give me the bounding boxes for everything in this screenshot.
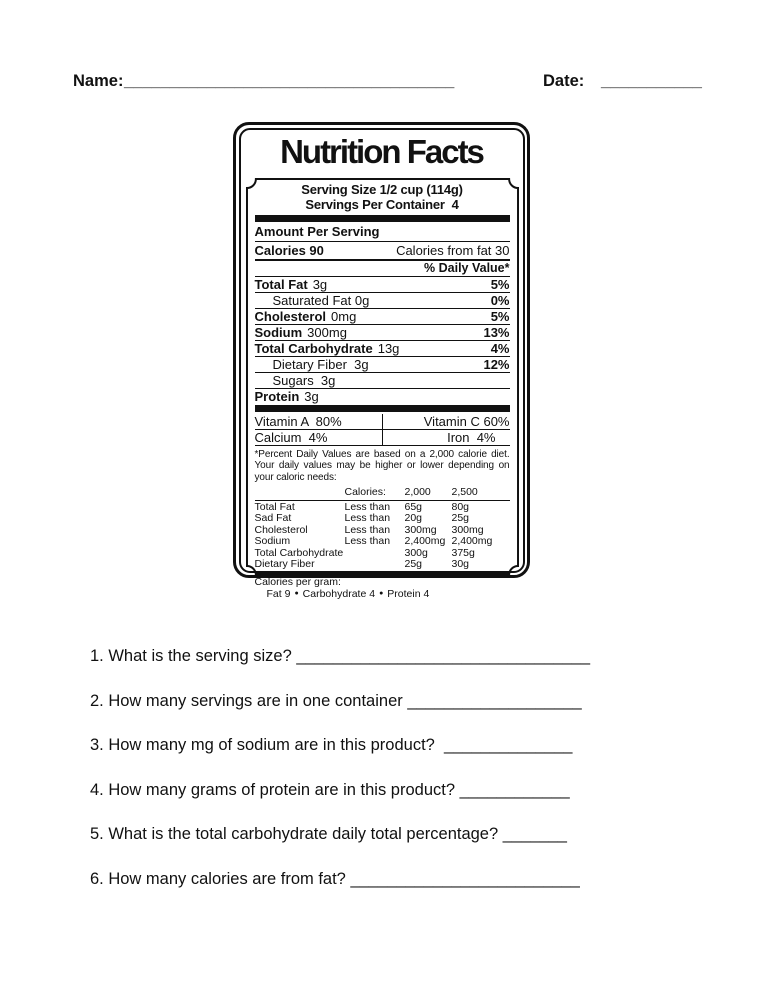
question-item: [90, 691, 710, 712]
reference-table-cell: 65g: [404, 500, 423, 513]
nutrient-name: [255, 310, 357, 324]
reference-table-cell: 300mg: [404, 523, 437, 536]
nutrient-row: [255, 277, 510, 293]
reference-table-cell: 375g: [451, 546, 475, 559]
nutrient-row: [255, 325, 510, 341]
answer-blank: ___________________: [407, 691, 582, 710]
question-text: 1. What is the serving size?: [90, 647, 297, 665]
reference-table-cell: Less than: [344, 535, 391, 547]
reference-table-row: [255, 559, 510, 571]
answer-blank: ____________: [459, 780, 570, 799]
reference-table-cell: 20g: [404, 512, 423, 524]
date-label: Date:: [543, 72, 585, 90]
nutrient-row: [255, 389, 510, 404]
nutrient-rows: [255, 277, 510, 404]
reference-table-cell: Dietary Fiber: [254, 558, 315, 570]
calories-per-gram-item: Fat 9: [266, 587, 291, 600]
question-item: [90, 869, 710, 890]
calories-per-gram-block: [255, 573, 510, 600]
reference-table-cell: 25g: [404, 558, 423, 570]
worksheet-header: [0, 72, 768, 98]
vitamin-right-cell: Iron 4%: [382, 430, 510, 445]
vitamin-left-cell: Calcium 4%: [254, 429, 328, 445]
answer-blank: _______: [502, 825, 567, 843]
reference-table-row: [255, 513, 510, 525]
calories-row: [255, 242, 510, 261]
nutrient-daily-percent: 0%: [490, 292, 510, 308]
reference-table-cell: 2,400mg: [404, 535, 446, 547]
calories-per-gram-item: Carbohydrate 4: [302, 587, 376, 600]
reference-table-cell: 80g: [451, 500, 470, 513]
reference-table-cell: 2,400mg: [451, 535, 493, 547]
reference-table-cell: Cholesterol: [254, 523, 308, 536]
nutrient-name: [255, 278, 328, 292]
answer-blank: ________________________________: [296, 647, 590, 665]
answer-blank: _________________________: [350, 869, 580, 888]
daily-values-reference-table: [255, 487, 510, 571]
name-label: Name:: [73, 72, 124, 90]
question-text: 6. How many calories are from fat?: [90, 869, 351, 888]
nutrient-row: [255, 309, 510, 325]
vitamin-row: [255, 414, 510, 430]
reference-table-header-cell: 2,500: [451, 486, 478, 498]
calories-per-gram-values: [255, 588, 510, 600]
reference-table-cell: Sad Fat: [254, 512, 292, 524]
calories-per-gram-label: Calories per gram:: [254, 575, 341, 588]
reference-table-cell: Less than: [344, 500, 391, 513]
nutrition-label-panel: [246, 178, 519, 600]
question-item: [90, 735, 710, 756]
nutrient-daily-percent: 12%: [483, 356, 510, 372]
calories-value: Calories 90: [254, 242, 324, 258]
bullet-separator-icon: ●: [379, 589, 384, 597]
nutrient-daily-percent: 5%: [490, 308, 510, 324]
reference-table-row: [255, 536, 510, 548]
nutrient-name: [255, 390, 319, 404]
nutrient-amount: Dietary Fiber 3g: [272, 356, 369, 372]
reference-table-cell: Sodium: [254, 535, 291, 547]
nutrient-daily-percent: 13%: [483, 324, 510, 340]
vitamin-row: [255, 430, 510, 446]
nutrient-amount: 3g: [312, 276, 328, 292]
reference-table-cell: Less than: [344, 523, 391, 536]
question-item: [90, 780, 710, 801]
nutrient-name-bold: Total Fat: [254, 276, 308, 292]
nutrient-amount: 3g: [304, 388, 319, 404]
nutrient-name: [273, 358, 369, 372]
reference-table-cell: [345, 548, 405, 560]
nutrition-label-inner-frame: [239, 128, 525, 600]
panel-content: [254, 181, 510, 600]
reference-table-cell: 300mg: [451, 523, 484, 536]
nutrient-amount: Sugars 3g: [272, 372, 336, 388]
reference-table-cell: Total Carbohydrate: [254, 546, 344, 559]
reference-table-header-row: [255, 487, 510, 501]
nutrient-amount: Saturated Fat 0g: [272, 292, 370, 308]
question-list: [90, 646, 710, 913]
reference-table-header-cell: Calories:: [344, 486, 386, 498]
thick-separator-bar: [255, 405, 510, 412]
daily-value-heading: % Daily Value*: [255, 261, 510, 277]
nutrient-daily-percent: 4%: [490, 340, 510, 356]
vitamin-right-cell: Vitamin C 60%: [382, 414, 510, 429]
reference-table-cell: Total Fat: [254, 500, 295, 513]
nutrient-name: [273, 374, 336, 388]
amount-per-serving-heading: Amount Per Serving: [255, 224, 510, 242]
name-answer-blank: ____________________________________: [124, 72, 455, 90]
bullet-separator-icon: ●: [294, 589, 299, 597]
nutrient-row: [255, 357, 510, 373]
nutrient-name: [255, 342, 400, 356]
nutrient-amount: 13g: [377, 340, 400, 356]
nutrient-amount: 300mg: [307, 324, 347, 340]
thick-separator-bar: [255, 215, 510, 222]
nutrient-name-bold: Total Carbohydrate: [254, 340, 373, 356]
nutrient-row: [255, 341, 510, 357]
reference-table-header-cell: 2,000: [404, 486, 431, 498]
question-item: [90, 824, 710, 845]
nutrient-name-bold: Protein: [254, 388, 300, 404]
nutrient-daily-percent: 5%: [490, 276, 510, 292]
reference-table-cell: 300g: [404, 546, 428, 559]
reference-table-cell: Less than: [344, 512, 391, 524]
question-text: 3. How many mg of sodium are in this product?: [90, 736, 440, 754]
question-item: [90, 646, 710, 667]
reference-table-header-cell: [255, 487, 345, 499]
nutrient-row: [255, 293, 510, 309]
answer-blank: ______________: [439, 736, 573, 754]
date-answer-blank: ___________: [601, 72, 702, 90]
calories-per-gram-item: Protein 4: [387, 587, 430, 600]
reference-table-cell: 30g: [451, 558, 470, 570]
nutrient-name: [255, 326, 347, 340]
vitamin-left-cell: Vitamin A 80%: [254, 413, 342, 429]
reference-table-cell: [345, 559, 405, 571]
nutrient-name-bold: Cholesterol: [254, 308, 327, 324]
calories-from-fat-value: Calories from fat 30: [396, 242, 510, 258]
nutrient-name: [273, 294, 370, 308]
nutrient-amount: 0mg: [331, 308, 357, 324]
nutrition-label-title: Nutrition Facts: [280, 132, 483, 170]
nutrient-row: [255, 373, 510, 389]
serving-size-line: Serving Size 1/2 cup (114g): [301, 181, 463, 197]
nutrient-name-bold: Sodium: [254, 324, 303, 340]
question-text: 4. How many grams of protein are in this product?: [90, 780, 460, 799]
reference-table-cell: 25g: [451, 512, 470, 524]
question-text: 2. How many servings are in one container: [90, 691, 408, 710]
daily-values-footnote: *Percent Daily Values are based on a 2,000 calorie diet. Your daily values may be higher or lower depending on your caloric needs:: [254, 448, 510, 483]
vitamin-rows: [255, 414, 510, 446]
question-text: 5. What is the total carbohydrate daily total percentage?: [90, 825, 503, 843]
nutrition-label: [233, 122, 530, 600]
servings-per-container-line: Servings Per Container 4: [305, 196, 459, 212]
